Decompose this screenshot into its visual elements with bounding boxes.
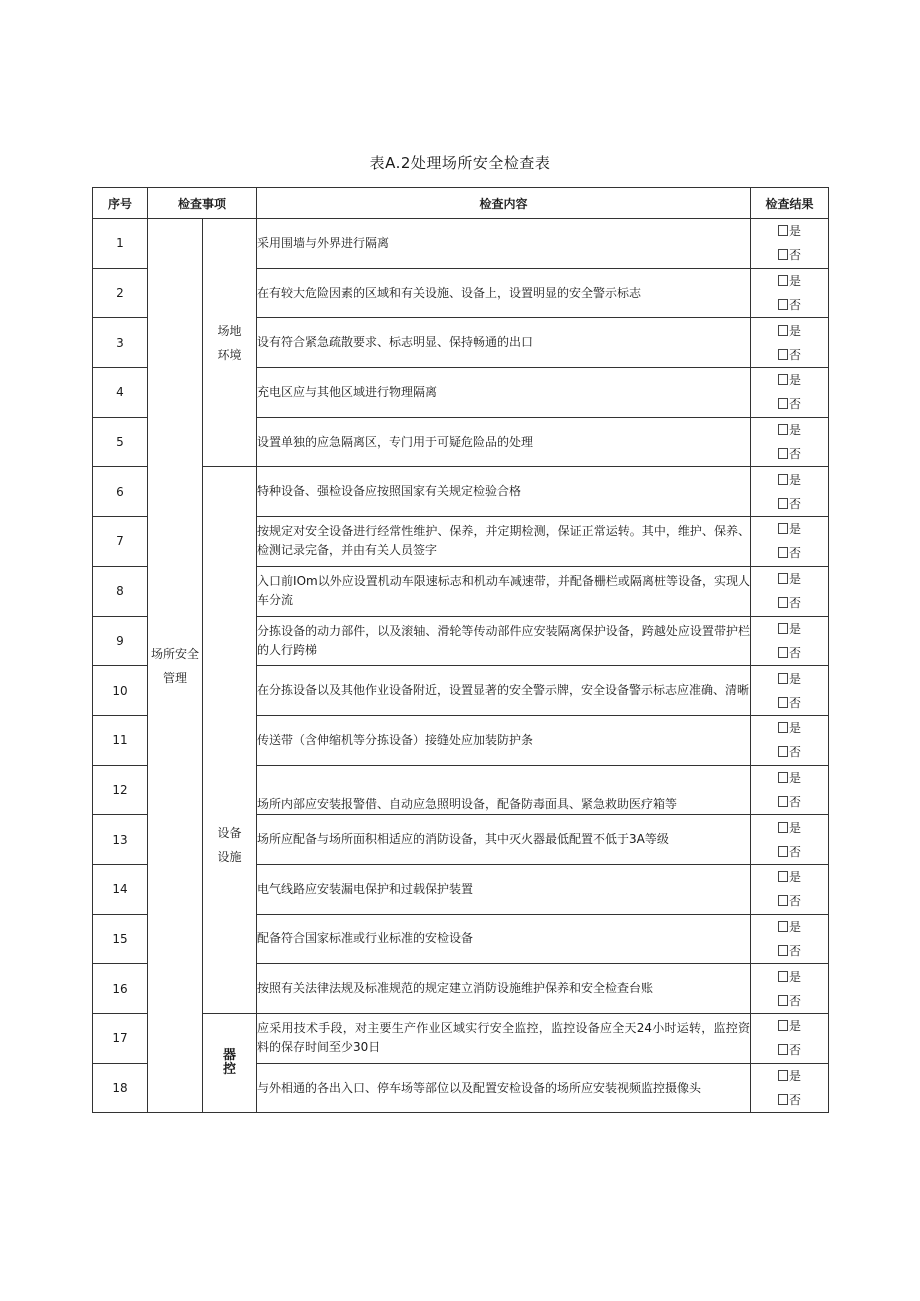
yes-label: 是 <box>789 472 802 487</box>
check-content: 在分拣设备以及其他作业设备附近，设置显著的安全警示牌，安全设备警示标志应准确、清晰 <box>257 666 751 716</box>
no-label: 否 <box>789 596 802 611</box>
no-label: 否 <box>789 794 802 809</box>
safety-check-table <box>92 187 829 1113</box>
yes-option[interactable] <box>751 865 828 889</box>
check-content: 采用围墙与外界进行隔离 <box>257 219 751 269</box>
check-result <box>751 616 829 666</box>
row-number: 5 <box>93 417 148 467</box>
checkbox-icon[interactable] <box>778 697 788 708</box>
checkbox-icon[interactable] <box>778 597 788 608</box>
no-label: 否 <box>789 496 802 511</box>
no-option[interactable] <box>751 1088 828 1112</box>
yes-label: 是 <box>789 671 802 686</box>
table-row <box>93 1014 829 1064</box>
no-option[interactable] <box>751 1038 828 1062</box>
yes-option[interactable] <box>751 567 828 591</box>
check-result <box>751 268 829 318</box>
check-result <box>751 1063 829 1113</box>
checkbox-icon[interactable] <box>778 796 788 807</box>
checkbox-icon[interactable] <box>778 1070 788 1081</box>
checkbox-icon[interactable] <box>778 846 788 857</box>
row-number: 8 <box>93 566 148 616</box>
yes-label: 是 <box>789 572 802 587</box>
yes-label: 是 <box>789 373 802 388</box>
no-label: 否 <box>789 844 802 859</box>
checkbox-icon[interactable] <box>778 673 788 684</box>
no-label: 否 <box>789 1043 802 1058</box>
check-result <box>751 666 829 716</box>
row-number: 2 <box>93 268 148 318</box>
no-label: 否 <box>789 993 802 1008</box>
row-number: 14 <box>93 864 148 914</box>
no-label: 否 <box>789 447 802 462</box>
yes-option[interactable] <box>751 915 828 939</box>
check-result <box>751 964 829 1014</box>
row-number: 16 <box>93 964 148 1014</box>
row-number: 7 <box>93 517 148 567</box>
checkbox-icon[interactable] <box>778 523 788 534</box>
no-option[interactable] <box>751 740 828 764</box>
header-no: 序号 <box>93 188 148 219</box>
yes-option[interactable] <box>751 219 828 243</box>
row-number: 15 <box>93 914 148 964</box>
no-option[interactable] <box>751 840 828 864</box>
checkbox-icon[interactable] <box>778 448 788 459</box>
row-number: 13 <box>93 815 148 865</box>
yes-label: 是 <box>789 870 802 885</box>
yes-label: 是 <box>789 423 802 438</box>
header-result: 检查结果 <box>751 188 829 219</box>
checkbox-icon[interactable] <box>778 1094 788 1105</box>
subcategory-line: 设备 <box>217 826 242 841</box>
row-number: 6 <box>93 467 148 517</box>
checkbox-icon[interactable] <box>778 398 788 409</box>
check-result <box>751 914 829 964</box>
check-content: 场所应配备与场所面积相适应的消防设备，其中灭火器最低配置不低于3A等级 <box>257 815 751 865</box>
yes-option[interactable] <box>751 468 828 492</box>
yes-option[interactable] <box>751 418 828 442</box>
subcategory-equipment-facilities <box>203 467 257 1014</box>
yes-option[interactable] <box>751 517 828 541</box>
checkbox-icon[interactable] <box>778 945 788 956</box>
check-result <box>751 765 829 815</box>
checkbox-icon[interactable] <box>778 374 788 385</box>
check-result <box>751 566 829 616</box>
check-result <box>751 318 829 368</box>
check-result <box>751 715 829 765</box>
checkbox-icon[interactable] <box>778 225 788 236</box>
yes-label: 是 <box>789 522 802 537</box>
subcategory-line: 场地 <box>217 323 242 338</box>
check-result <box>751 1014 829 1064</box>
yes-label: 是 <box>789 721 802 736</box>
no-option[interactable] <box>751 492 828 516</box>
row-number: 1 <box>93 219 148 269</box>
yes-label: 是 <box>789 1069 802 1084</box>
table-title: 表A.2处理场所安全检查表 <box>369 154 551 172</box>
no-label: 否 <box>789 645 802 660</box>
no-label: 否 <box>789 546 802 561</box>
subcategory-line: 设施 <box>217 850 242 865</box>
check-content: 传送带（含伸缩机等分拣设备）接缝处应加装防护条 <box>257 715 751 765</box>
check-content: 在有较大危险因素的区域和有关设施、设备上，设置明显的安全警示标志 <box>257 268 751 318</box>
no-option[interactable] <box>751 641 828 665</box>
yes-option[interactable] <box>751 617 828 641</box>
yes-option[interactable] <box>751 766 828 790</box>
no-option[interactable] <box>751 243 828 267</box>
no-label: 否 <box>789 248 802 263</box>
no-option[interactable] <box>751 541 828 565</box>
table-row <box>93 219 829 269</box>
subcategory-line: 环境 <box>217 347 242 362</box>
no-option[interactable] <box>751 293 828 317</box>
no-label: 否 <box>789 943 802 958</box>
check-result <box>751 864 829 914</box>
yes-label: 是 <box>789 621 802 636</box>
check-content: 按规定对安全设备进行经常性维护、保养，并定期检测，保证正常运转。其中，维护、保养、检测记录完备，并由有关人员签字 <box>257 517 751 567</box>
checkbox-icon[interactable] <box>778 299 788 310</box>
category-site-safety-management <box>148 219 203 1113</box>
no-label: 否 <box>789 695 802 710</box>
check-result <box>751 815 829 865</box>
no-label: 否 <box>789 894 802 909</box>
header-row <box>93 188 829 219</box>
check-result <box>751 219 829 269</box>
no-option[interactable] <box>751 889 828 913</box>
checkbox-icon[interactable] <box>778 325 788 336</box>
yes-option[interactable] <box>751 716 828 740</box>
yes-label: 是 <box>789 274 802 289</box>
checkbox-icon[interactable] <box>778 647 788 658</box>
checkbox-icon[interactable] <box>778 1044 788 1055</box>
subcategory-line: 控 <box>223 1062 237 1078</box>
no-label: 否 <box>789 1093 802 1108</box>
checkbox-icon[interactable] <box>778 746 788 757</box>
no-label: 否 <box>789 397 802 412</box>
checkbox-icon[interactable] <box>778 474 788 485</box>
checkbox-icon[interactable] <box>778 498 788 509</box>
check-content: 分拣设备的动力部件，以及滚轴、滑轮等传动部件应安装隔离保护设备，跨越处应设置带护栏的人行跨梯 <box>257 616 751 666</box>
checkbox-icon[interactable] <box>778 871 788 882</box>
checkbox-icon[interactable] <box>778 573 788 584</box>
no-option[interactable] <box>751 343 828 367</box>
row-number: 17 <box>93 1014 148 1064</box>
check-content: 按照有关法律法规及标准规范的规定建立消防设施维护保养和安全检查台账 <box>257 964 751 1014</box>
no-label: 否 <box>789 745 802 760</box>
check-content: 设有符合紧急疏散要求、标志明显、保持畅通的出口 <box>257 318 751 368</box>
no-label: 否 <box>789 298 802 313</box>
yes-label: 是 <box>789 919 802 934</box>
checkbox-icon[interactable] <box>778 995 788 1006</box>
checkbox-icon[interactable] <box>778 547 788 558</box>
no-option[interactable] <box>751 989 828 1013</box>
check-content: 充电区应与其他区域进行物理隔离 <box>257 368 751 418</box>
yes-option[interactable] <box>751 667 828 691</box>
yes-label: 是 <box>789 323 802 338</box>
checkbox-icon[interactable] <box>778 895 788 906</box>
row-number: 9 <box>93 616 148 666</box>
yes-label: 是 <box>789 224 802 239</box>
checkbox-icon[interactable] <box>778 623 788 634</box>
no-option[interactable] <box>751 392 828 416</box>
header-content: 检查内容 <box>257 188 751 219</box>
no-option[interactable] <box>751 442 828 466</box>
checkbox-icon[interactable] <box>778 1020 788 1031</box>
check-content: 电气线路应安装漏电保护和过载保护装置 <box>257 864 751 914</box>
yes-option[interactable] <box>751 269 828 293</box>
row-number: 11 <box>93 715 148 765</box>
check-content: 场所内部应安装报警借、自动应急照明设备，配备防毒面具、紧急救助医疗箱等 <box>257 765 751 815</box>
no-label: 否 <box>789 347 802 362</box>
row-number: 4 <box>93 368 148 418</box>
no-option[interactable] <box>751 790 828 814</box>
checkbox-icon[interactable] <box>778 921 788 932</box>
row-number: 18 <box>93 1063 148 1113</box>
check-content: 应采用技术手段，对主要生产作业区域实行安全监控，监控设备应全天24小时运转，监控资料的保存时间至少30日 <box>257 1014 751 1064</box>
header-item: 检查事项 <box>148 188 257 219</box>
yes-option[interactable] <box>751 1064 828 1088</box>
no-option[interactable] <box>751 691 828 715</box>
yes-option[interactable] <box>751 816 828 840</box>
yes-label: 是 <box>789 770 802 785</box>
checkbox-icon[interactable] <box>778 275 788 286</box>
checkbox-icon[interactable] <box>778 424 788 435</box>
check-content: 特种设备、强检设备应按照国家有关规定检验合格 <box>257 467 751 517</box>
subcategory-line: 器 <box>223 1048 237 1064</box>
subcategory-monitoring <box>203 1014 257 1113</box>
check-result <box>751 417 829 467</box>
category-main-line: 管理 <box>162 670 187 685</box>
check-content: 入口前IOm以外应设置机动车限速标志和机动车减速带，并配备栅栏或隔离桩等设备，实现人车分流 <box>257 566 751 616</box>
check-result <box>751 517 829 567</box>
yes-option[interactable] <box>751 965 828 989</box>
yes-label: 是 <box>789 820 802 835</box>
no-option[interactable] <box>751 939 828 963</box>
row-number: 3 <box>93 318 148 368</box>
row-number: 10 <box>93 666 148 716</box>
checkbox-icon[interactable] <box>778 349 788 360</box>
checkbox-icon[interactable] <box>778 722 788 733</box>
yes-option[interactable] <box>751 319 828 343</box>
yes-label: 是 <box>789 969 802 984</box>
check-content: 设置单独的应急隔离区，专门用于可疑危险品的处理 <box>257 417 751 467</box>
row-number: 12 <box>93 765 148 815</box>
subcategory-site-environment <box>203 219 257 467</box>
table-row <box>93 467 829 517</box>
checkbox-icon[interactable] <box>778 249 788 260</box>
check-content: 与外相通的各出入口、停车场等部位以及配置安检设备的场所应安装视频监控摄像头 <box>257 1063 751 1113</box>
check-result <box>751 467 829 517</box>
yes-label: 是 <box>789 1019 802 1034</box>
no-option[interactable] <box>751 591 828 615</box>
check-content: 配备符合国家标准或行业标准的安检设备 <box>257 914 751 964</box>
category-main-line: 场所安全 <box>150 646 199 661</box>
checkbox-icon[interactable] <box>778 822 788 833</box>
yes-option[interactable] <box>751 1014 828 1038</box>
checkbox-icon[interactable] <box>778 772 788 783</box>
check-result <box>751 368 829 418</box>
yes-option[interactable] <box>751 368 828 392</box>
checkbox-icon[interactable] <box>778 971 788 982</box>
